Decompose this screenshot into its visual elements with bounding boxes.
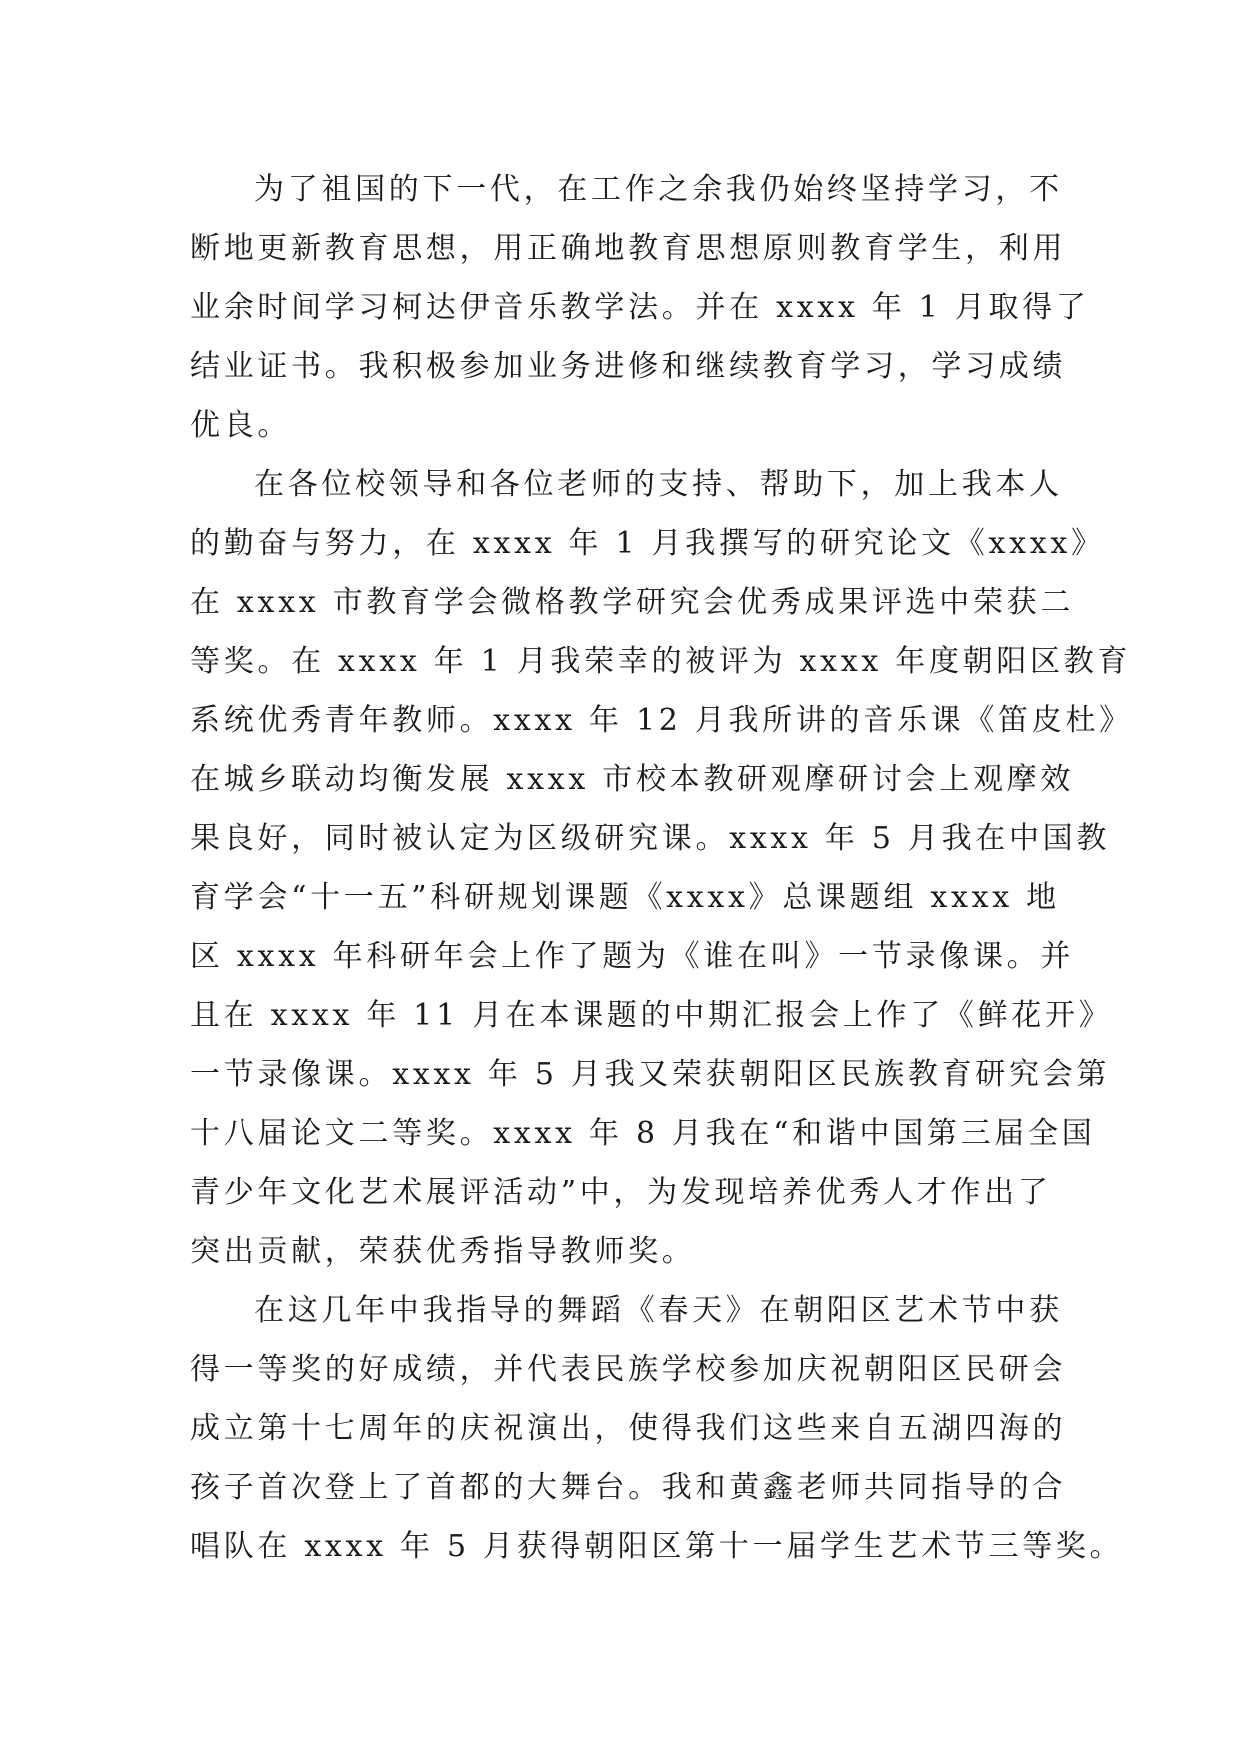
text-line: 业余时间学习柯达伊音乐教学法。并在 xxxx 年 1 月取得了 xyxy=(190,290,1090,325)
text-line: 唱队在 xxxx 年 5 月获得朝阳区第十一届学生艺术节三等奖。 xyxy=(190,1529,1124,1564)
text-line: 的勤奋与努力，在 xxxx 年 1 月我撰写的研究论文《xxxx》 xyxy=(190,526,1105,561)
text-line: 得一等奖的好成绩，并代表民族学校参加庆祝朝阳区民研会 xyxy=(190,1352,1067,1387)
text-line: 十八届论文二等奖。xxxx 年 8 月我在“和谐中国第三届全国 xyxy=(190,1116,1096,1151)
text-line: 且在 xxxx 年 11 月在本课题的中期汇报会上作了《鲜花开》 xyxy=(190,998,1113,1033)
text-line: 突出贡献，荣获优秀指导教师奖。 xyxy=(190,1234,696,1269)
text-line: 为了祖国的下一代，在工作之余我仍始终坚持学习，不 xyxy=(254,172,1063,207)
text-line: 系统优秀青年教师。xxxx 年 12 月我所讲的音乐课《笛皮杜》 xyxy=(190,703,1133,738)
paragraph-study xyxy=(190,160,1090,455)
text-line: 成立第十七周年的庆祝演出，使得我们这些来自五湖四海的 xyxy=(190,1411,1067,1446)
text-line: 在这几年中我指导的舞蹈《春天》在朝阳区艺术节中获 xyxy=(254,1293,1063,1328)
text-line: 一节录像课。xxxx 年 5 月我又荣获朝阳区民族教育研究会第 xyxy=(190,1057,1111,1092)
text-line: 在各位校领导和各位老师的支持、帮助下，加上我本人 xyxy=(254,467,1063,502)
text-line: 青少年文化艺术展评活动”中，为发现培养优秀人才作出了 xyxy=(190,1175,1052,1210)
text-line: 断地更新教育思想，用正确地教育思想原则教育学生，利用 xyxy=(190,231,1067,266)
text-line: 等奖。在 xxxx 年 1 月我荣幸的被评为 xxxx 年度朝阳区教育 xyxy=(190,644,1132,679)
document-body xyxy=(190,160,1133,1576)
text-line: 在 xxxx 市教育学会微格教学研究会优秀成果评选中荣获二 xyxy=(190,585,1075,620)
text-line: 果良好，同时被认定为区级研究课。xxxx 年 5 月我在中国教 xyxy=(190,821,1111,856)
text-line: 区 xxxx 年科研年会上作了题为《谁在叫》一节录像课。并 xyxy=(190,939,1075,974)
text-line: 育学会“十一五”科研规划课题《xxxx》总课题组 xxxx 地 xyxy=(190,880,1060,915)
paragraph-guidance xyxy=(190,1281,1124,1576)
text-line: 结业证书。我积极参加业务进修和继续教育学习，学习成绩 xyxy=(190,349,1067,384)
text-line: 在城乡联动均衡发展 xxxx 市校本教研观摩研讨会上观摩效 xyxy=(190,762,1075,797)
paragraph-achievements xyxy=(190,455,1133,1281)
text-line: 优良。 xyxy=(190,408,292,443)
text-line: 孩子首次登上了首都的大舞台。我和黄鑫老师共同指导的合 xyxy=(190,1470,1067,1505)
